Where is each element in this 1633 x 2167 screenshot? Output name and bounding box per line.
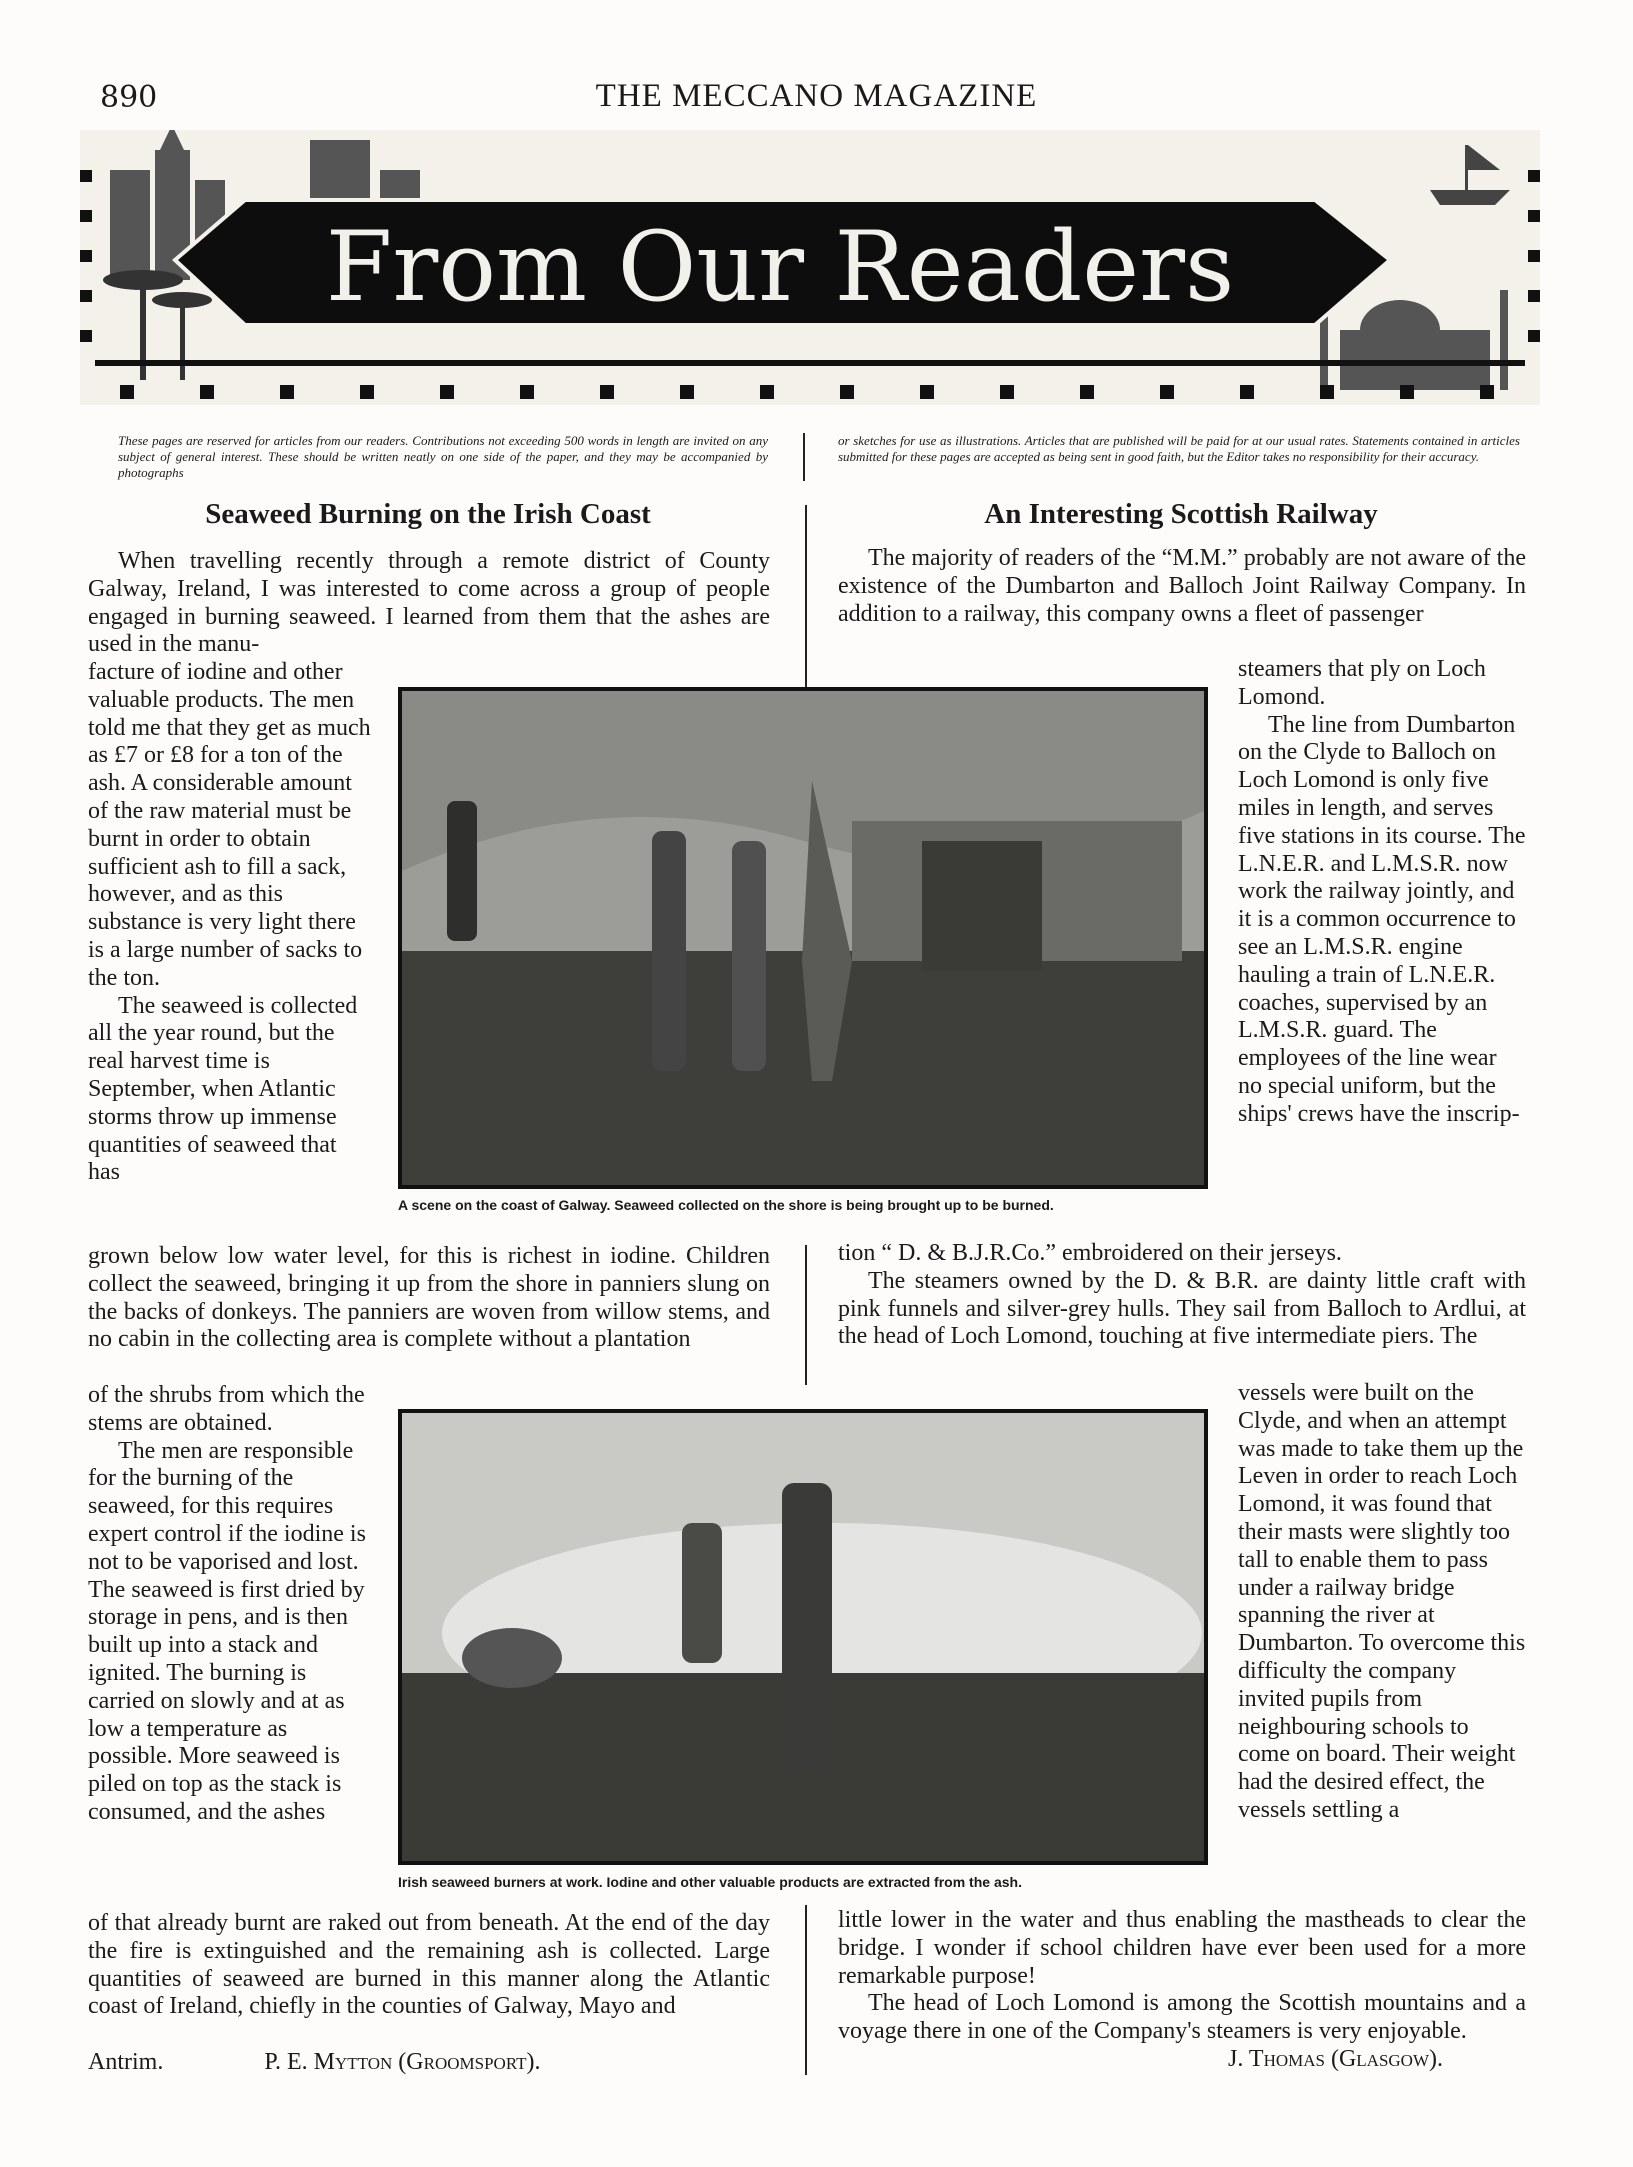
article-body [1238,656,1526,1129]
column-divider [805,1245,807,1385]
paragraph: tion “ D. & B.J.R.Co.” embroidered on their jerseys. [838,1240,1342,1266]
article-body [838,545,1526,628]
photo-caption: Irish seaweed burners at work. Iodine and other valuable products are extracted from the ash. [398,1874,1022,1890]
article-body [88,1910,770,2021]
paragraph: vessels were built on the Clyde, and when an attempt was made to take them up the Leven in order to reach Loch Lomond, it was found that their masts were slightly too tall to enable them to pass under a railway bridge spanning the river at Dumbarton. To overcome this difficulty the company invited pupils from neighbouring schools to come on board. Their weight had the desired effect, the vessels settling a [1238,1380,1526,1823]
paragraph: The majority of readers of the “M.M.” probably are not aware of the existence of the Dumbarton and Balloch Joint Railway Company. In addition to a railway, this company owns a fleet of passenger [838,545,1526,627]
article-signature-row [88,2049,770,2077]
paragraph: of that already burnt are raked out from beneath. At the end of the day the fire is extinguished and the remaining ash is collected. Large quantities of seaweed are burned in this manner along the Atlantic coast of Ireland, chiefly in the counties of Galway, Mayo and [88,1910,770,2020]
column-divider [805,1905,807,2075]
author-signature: J. Thomas (Glasgow). [1228,2046,1443,2072]
intro-note-right: or sketches for use as illustrations. Articles that are published will be paid for at our usual rates. Statements contained in articles submitted for these pages are accepted as being sent in good faith, but the Editor takes no responsibility for their accuracy. [838,433,1520,464]
photo-caption: A scene on the coast of Galway. Seaweed collected on the shore is being brought up to be burned. [398,1197,1054,1213]
paragraph: steamers that ply on Loch Lomond. [1238,656,1486,710]
article-signature-row [1228,2046,1526,2074]
paragraph: little lower in the water and thus enabling the mastheads to clear the bridge. I wonder if school children have ever been used for a more remarkable purpose! [838,1907,1526,1989]
paragraph-end: Antrim. [88,2049,164,2075]
paragraph: The seaweed is collected all the year round, but the real harvest time is September, when Atlantic storms throw up immense quantities of seaweed that has [88,992,358,1186]
column-divider [805,505,807,688]
page-number: 890 [100,80,158,115]
banner-title: From Our Readers [325,211,1235,323]
intro-divider [803,433,805,481]
photo-illustration [402,1413,1204,1861]
photo-illustration [402,691,1204,1185]
photo-galway-donkey [398,687,1208,1189]
author-signature: P. E. Mytton (Groomsport). [264,2049,541,2075]
article-heading-seaweed: Seaweed Burning on the Irish Coast [205,498,651,530]
paragraph: The head of Loch Lomond is among the Scottish mountains and a voyage there in one of the Company's steamers is very enjoyable. [838,1990,1526,2045]
article-body [838,1240,1526,1351]
intro-note-left: These pages are reserved for articles from our readers. Contributions not exceeding 500 words in length are invited on any subject of general interest. These should be written neatly on one side of the paper, and they may be accompanied by photographs [118,433,768,480]
paragraph: The men are responsible for the burning of the seaweed, for this requires expert control if the iodine is not to be vaporised and lost. The seaweed is first dried by storage in pens, and is then built up into a stack and ignited. The burning is carried on slowly and at as low a temperature as possible. More seaweed is piled on top as the stack is consumed, and the ashes [88,1437,366,1825]
article-body [88,1243,770,1354]
photo-seaweed-burners [398,1409,1208,1865]
article-body [88,548,770,659]
article-heading-railway: An Interesting Scottish Railway [984,498,1378,530]
section-banner [80,130,1540,405]
article-body [1238,1380,1526,1825]
paragraph: When travelling recently through a remote district of County Galway, Ireland, I was interested to come across a group of people engaged in burning seaweed. I learned from them that the ashes are used in the manu- [88,548,770,658]
paragraph: The line from Dumbarton on the Clyde to Balloch on Loch Lomond is only five miles in length, and serves five stations in its course. The L.N.E.R. and L.M.S.R. now work the railway jointly, and it is a common occurrence to see an L.M.S.R. engine hauling a train of L.N.E.R. coaches, supervised by an L.M.S.R. guard. The employees of the line wear no special uniform, but the ships' crews have the inscrip- [1238,711,1526,1127]
article-body [838,1907,1526,2046]
paragraph: grown below low water level, for this is richest in iodine. Children collect the seaweed, bringing it up from the shore in panniers slung on the backs of donkeys. The panniers are woven from willow stems, and no cabin in the collecting area is complete without a plantation [88,1243,770,1353]
paragraph: The steamers owned by the D. & B.R. are dainty little craft with pink funnels and silver-grey hulls. They sail from Balloch to Ardlui, at the head of Loch Lomond, touching at five intermediate piers. The [838,1267,1526,1350]
article-body [88,659,371,1187]
paragraph: of the shrubs from which the stems are obtained. [88,1382,365,1436]
magazine-title: THE MECCANO MAGAZINE [595,78,1038,114]
paragraph: facture of iodine and other valuable products. The men told me that they get as much as £7 or £8 for a ton of the ash. A considerable amount of the raw material must be burnt in order to obtain sufficient ash to fill a sack, however, and as this substance is very light there is a large number of sacks to the ton. [88,659,371,991]
article-body [88,1382,371,1827]
